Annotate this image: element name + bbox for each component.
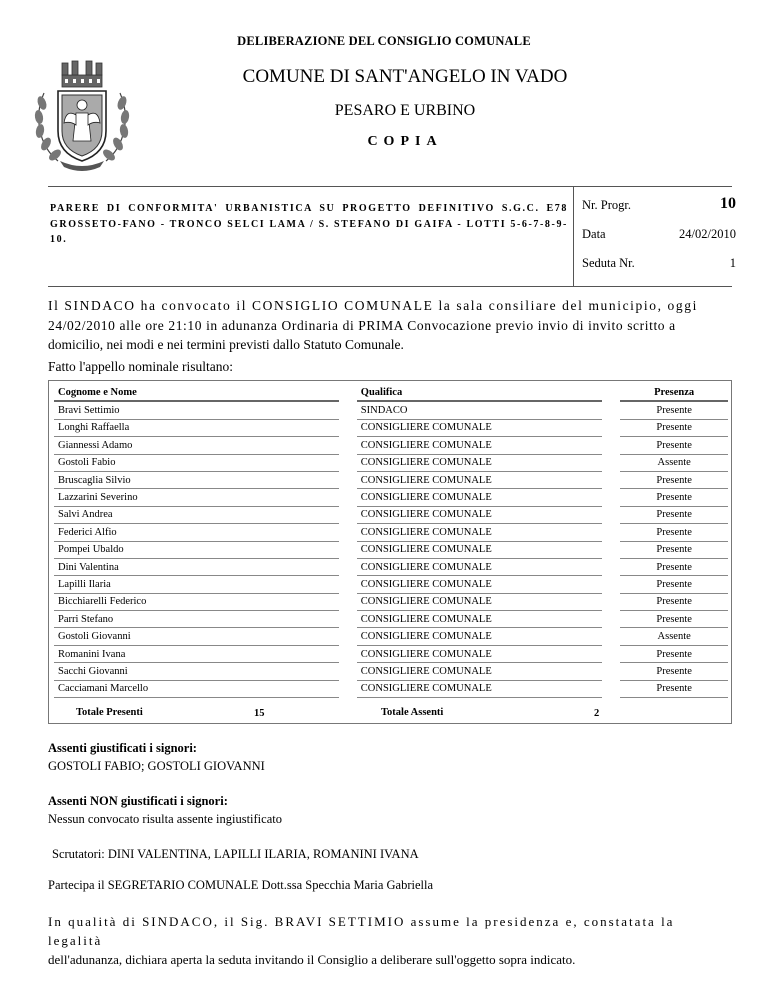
unjustified-absences-title: Assenti NON giustificati i signori: bbox=[48, 794, 228, 808]
member-role: CONSIGLIERE COMUNALE bbox=[357, 437, 603, 454]
convocation-text bbox=[48, 296, 730, 376]
member-role: CONSIGLIERE COMUNALE bbox=[357, 645, 603, 662]
member-presence: Presente bbox=[620, 611, 728, 628]
member-role: CONSIGLIERE COMUNALE bbox=[357, 680, 603, 697]
attendance-row bbox=[54, 663, 728, 680]
municipal-coat-of-arms-icon bbox=[28, 53, 136, 173]
attendance-row bbox=[54, 524, 728, 541]
member-role: CONSIGLIERE COMUNALE bbox=[357, 419, 603, 436]
member-role: CONSIGLIERE COMUNALE bbox=[357, 471, 603, 488]
member-role: CONSIGLIERE COMUNALE bbox=[357, 524, 603, 541]
member-presence: Presente bbox=[620, 558, 728, 575]
total-present-label: Totale Presenti bbox=[76, 707, 143, 718]
unjustified-absences-text: Nessun convocato risulta assente ingiustificato bbox=[48, 812, 282, 826]
member-role: CONSIGLIERE COMUNALE bbox=[357, 541, 603, 558]
member-presence: Presente bbox=[620, 401, 728, 419]
municipality-name: COMUNE DI SANT'ANGELO IN VADO bbox=[242, 66, 568, 87]
member-role: CONSIGLIERE COMUNALE bbox=[357, 454, 603, 471]
province-name: PESARO E URBINO bbox=[334, 102, 476, 119]
nr-progr-value: 10 bbox=[720, 195, 736, 212]
meta-divider bbox=[573, 186, 574, 286]
member-name: Cacciamani Marcello bbox=[54, 680, 339, 697]
session-value: 1 bbox=[729, 256, 736, 270]
convocation-line-1: Il SINDACO ha convocato il CONSIGLIO COMUNALE la sala consiliare del municipio, oggi bbox=[48, 298, 698, 313]
attendance-table bbox=[54, 384, 728, 698]
member-presence: Presente bbox=[620, 680, 728, 697]
member-name: Bruscaglia Silvio bbox=[54, 471, 339, 488]
top-divider bbox=[48, 186, 732, 187]
member-name: Parri Stefano bbox=[54, 611, 339, 628]
roll-call-text: Fatto l'appello nominale risultano: bbox=[48, 358, 234, 374]
member-name: Pompei Ubaldo bbox=[54, 541, 339, 558]
member-presence: Presente bbox=[620, 437, 728, 454]
attendance-row bbox=[54, 489, 728, 506]
member-presence: Presente bbox=[620, 471, 728, 488]
closing-text bbox=[48, 912, 730, 969]
attendance-row bbox=[54, 401, 728, 419]
attendance-row bbox=[54, 506, 728, 523]
member-role: CONSIGLIERE COMUNALE bbox=[357, 489, 603, 506]
member-name: Dini Valentina bbox=[54, 558, 339, 575]
copy-label: COPIA bbox=[367, 134, 443, 149]
member-presence: Assente bbox=[620, 454, 728, 471]
total-present-value: 15 bbox=[254, 708, 265, 719]
presence-column-header: Presenza bbox=[620, 384, 728, 401]
member-presence: Presente bbox=[620, 593, 728, 610]
closing-line-2: dell'adunanza, dichiara aperta la seduta invitando il Consiglio a deliberare sull'oggetto sopra indicato. bbox=[48, 952, 576, 967]
member-role: CONSIGLIERE COMUNALE bbox=[357, 558, 603, 575]
member-name: Romanini Ivana bbox=[54, 645, 339, 662]
member-name: Lazzarini Severino bbox=[54, 489, 339, 506]
date-label: Data bbox=[582, 227, 606, 241]
total-absent-label: Totale Assenti bbox=[381, 707, 444, 718]
member-presence: Assente bbox=[620, 628, 728, 645]
secretary-text: Partecipa il SEGRETARIO COMUNALE Dott.ssa Specchia Maria Gabriella bbox=[48, 878, 434, 892]
nr-progr-label: Nr. Progr. bbox=[582, 198, 631, 212]
total-absent-value: 2 bbox=[594, 708, 600, 719]
attendance-row bbox=[54, 611, 728, 628]
name-column-header: Cognome e Nome bbox=[54, 384, 339, 401]
attendance-row bbox=[54, 437, 728, 454]
member-role: CONSIGLIERE COMUNALE bbox=[357, 506, 603, 523]
tellers-text: Scrutatori: DINI VALENTINA, LAPILLI ILARIA, ROMANINI IVANA bbox=[52, 847, 419, 861]
member-presence: Presente bbox=[620, 645, 728, 662]
member-presence: Presente bbox=[620, 524, 728, 541]
member-role: CONSIGLIERE COMUNALE bbox=[357, 628, 603, 645]
member-role: CONSIGLIERE COMUNALE bbox=[357, 576, 603, 593]
attendance-row bbox=[54, 419, 728, 436]
attendance-row bbox=[54, 541, 728, 558]
member-name: Salvi Andrea bbox=[54, 506, 339, 523]
attendance-header-row bbox=[54, 384, 728, 401]
attendance-row bbox=[54, 645, 728, 662]
closing-line-1: In qualità di SINDACO, il Sig. BRAVI SETTIMIO assume la presidenza e, constatata la legalità bbox=[48, 914, 675, 948]
document-header: DELIBERAZIONE DEL CONSIGLIO COMUNALE bbox=[237, 34, 531, 48]
attendance-row bbox=[54, 628, 728, 645]
member-presence: Presente bbox=[620, 419, 728, 436]
date-value: 24/02/2010 bbox=[679, 227, 736, 241]
member-presence: Presente bbox=[620, 541, 728, 558]
attendance-row bbox=[54, 576, 728, 593]
member-presence: Presente bbox=[620, 489, 728, 506]
session-label: Seduta Nr. bbox=[582, 256, 635, 270]
member-role: CONSIGLIERE COMUNALE bbox=[357, 593, 603, 610]
member-name: Federici Alfio bbox=[54, 524, 339, 541]
member-role: SINDACO bbox=[357, 401, 603, 419]
member-role: CONSIGLIERE COMUNALE bbox=[357, 663, 603, 680]
role-column-header: Qualifica bbox=[357, 384, 603, 401]
justified-absences-title: Assenti giustificati i signori: bbox=[48, 741, 197, 755]
member-name: Gostoli Fabio bbox=[54, 454, 339, 471]
member-name: Bicchiarelli Federico bbox=[54, 593, 339, 610]
member-name: Sacchi Giovanni bbox=[54, 663, 339, 680]
attendance-row bbox=[54, 680, 728, 697]
attendance-row bbox=[54, 471, 728, 488]
member-name: Lapilli Ilaria bbox=[54, 576, 339, 593]
member-presence: Presente bbox=[620, 663, 728, 680]
member-presence: Presente bbox=[620, 576, 728, 593]
deliberation-subject: PARERE DI CONFORMITA' URBANISTICA SU PROGETTO DEFINITIVO S.G.C. E78 GROSSETO-FANO - TRONCO SELCI LAMA / S. STEFANO DI GAIFA - LOTTI 5-6-7-8-9-10. bbox=[50, 203, 568, 245]
member-name: Bravi Settimio bbox=[54, 401, 339, 419]
attendance-row bbox=[54, 454, 728, 471]
justified-absences-text: GOSTOLI FABIO; GOSTOLI GIOVANNI bbox=[48, 759, 265, 773]
member-presence: Presente bbox=[620, 506, 728, 523]
convocation-line-3: domicilio, nei modi e nei termini previsti dallo Statuto Comunale. bbox=[48, 337, 404, 352]
member-name: Longhi Raffaella bbox=[54, 419, 339, 436]
attendance-row bbox=[54, 593, 728, 610]
attendance-row bbox=[54, 558, 728, 575]
bottom-divider bbox=[48, 286, 732, 287]
member-name: Giannessi Adamo bbox=[54, 437, 339, 454]
convocation-line-2: 24/02/2010 alle ore 21:10 in adunanza Ordinaria di PRIMA Convocazione previo invio di invito scritto a bbox=[48, 317, 676, 333]
member-role: CONSIGLIERE COMUNALE bbox=[357, 611, 603, 628]
member-name: Gostoli Giovanni bbox=[54, 628, 339, 645]
